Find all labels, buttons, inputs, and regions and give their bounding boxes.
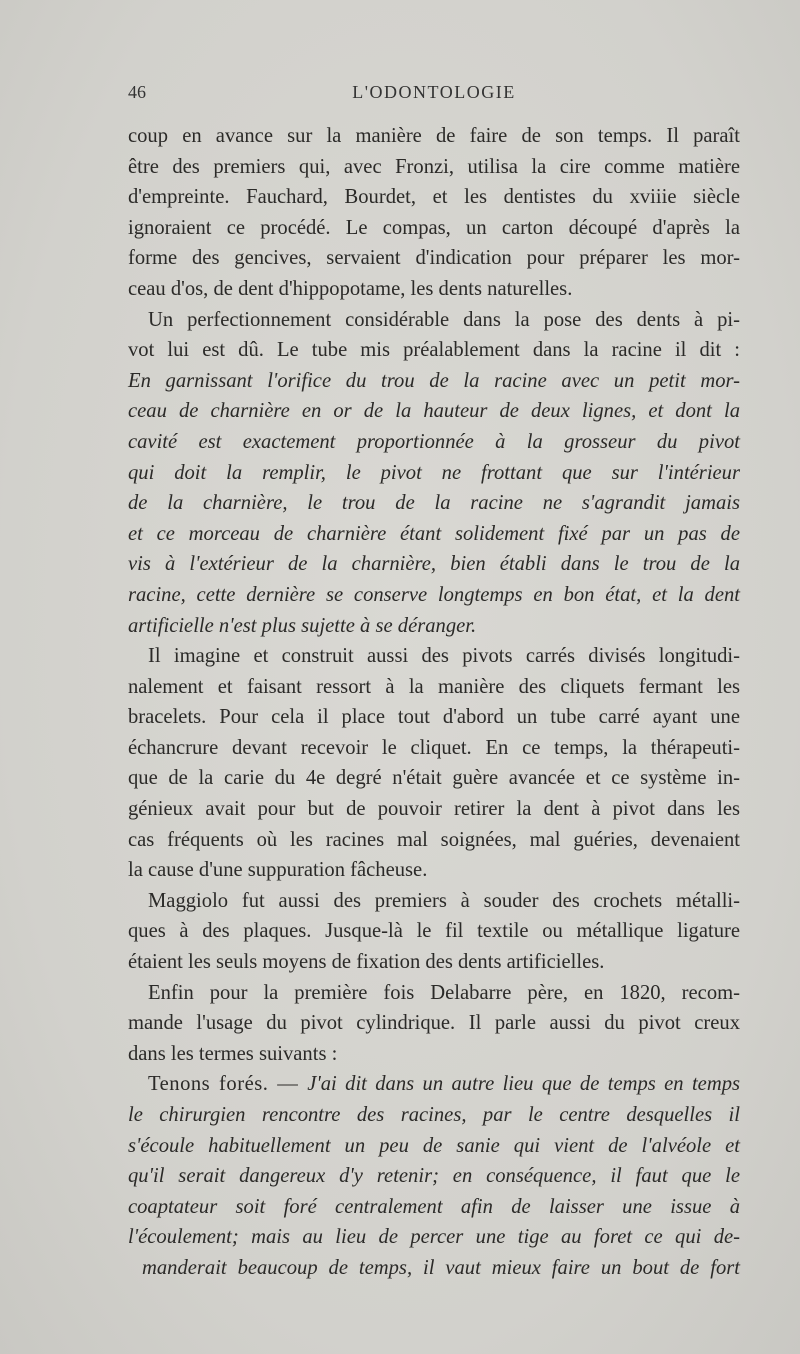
text-line: ignoraient ce procédé. Le compas, un carton découpé d'après la [128,216,740,239]
text-line: forme des gencives, servaient d'indication pour préparer les mor- [128,247,740,270]
text-line: ceau de charnière en or de la hauteur de deux lignes, et dont la [128,400,740,423]
text-line: Enfin pour la première fois Delabarre père, en 1820, recom- [148,981,740,1004]
text-line: Il imagine et construit aussi des pivots carrés divisés longitudi- [148,645,740,668]
text-line: l'écoulement; mais au lieu de percer une tige au foret ce qui de- [128,1226,740,1249]
text-line: Maggiolo fut aussi des premiers à souder des crochets métalli- [148,889,740,912]
text-line: de la charnière, le trou de la racine ne s'agrandit jamais [128,492,740,515]
text-line: nalement et faisant ressort à la manière des cliquets fermant les [128,675,740,698]
text-line: racine, cette dernière se conserve longtemps en bon état, et la dent [128,583,740,606]
line-text: J'ai dit dans un autre lieu que de temps en temps [307,1073,741,1096]
text-line: la cause d'une suppuration fâcheuse. [128,859,428,882]
text-line: vot lui est dû. Le tube mis préalablement dans la racine il dit : [128,339,740,362]
text-line: être des premiers qui, avec Fronzi, utilisa la cire comme matière [128,155,740,178]
text-line: ceau d'os, de dent d'hippopotame, les dents naturelles. [128,277,573,300]
text-line: génieux avait pour but de pouvoir retirer la dent à pivot dans les [128,798,740,821]
text-line: artificielle n'est plus sujette à se déranger. [128,614,477,637]
text-line: échancrure devant recevoir le cliquet. En ce temps, la thérapeuti- [128,736,740,759]
text-line: bracelets. Pour cela il place tout d'abord un tube carré ayant une [128,706,740,729]
page-number: 46 [128,82,146,102]
text-line: dans les termes suivants : [128,1042,338,1065]
text-line [128,1069,740,1100]
text-line: Un perfectionnement considérable dans la pose des dents à pi- [148,308,740,331]
page-header [128,82,740,108]
text-line: s'écoule habituellement un peu de sanie qui vient de l'alvéole et [128,1134,740,1157]
text-line: vis à l'extérieur de la charnière, bien établi dans le trou de la [128,553,740,576]
text-line: En garnissant l'orifice du trou de la racine avec un petit mor- [128,369,740,392]
text-line: qui doit la remplir, le pivot ne frottant que sur l'intérieur [128,461,740,484]
text-line: coaptateur soit foré centralement afin de laisser une issue à [128,1195,740,1218]
text-line: cavité est exactement proportionnée à la grosseur du pivot [128,430,740,453]
section-lead: Tenons forés. — [148,1073,308,1096]
text-line: qu'il serait dangereux d'y retenir; en conséquence, il faut que le [128,1165,740,1188]
running-title: L'ODONTOLOGIE [352,82,516,102]
text-line: d'empreinte. Fauchard, Bourdet, et les dentistes du xviiie siècle [128,186,740,209]
text-line: manderait beaucoup de temps, il vaut mieux faire un bout de fort [142,1256,740,1279]
text-line: cas fréquents où les racines mal soignées, mal guéries, devenaient [128,828,740,851]
body-text [128,121,740,1284]
text-line: ques à des plaques. Jusque-là le fil textile ou métallique ligature [128,920,740,943]
text-line: que de la carie du 4e degré n'était guère avancée et ce système in- [128,767,740,790]
text-line: coup en avance sur la manière de faire de son temps. Il paraît [128,125,740,147]
text-line: mande l'usage du pivot cylindrique. Il parle aussi du pivot creux [128,1012,740,1035]
text-line: étaient les seuls moyens de fixation des dents artificielles. [128,951,605,974]
text-line: et ce morceau de charnière étant solidement fixé par un pas de [128,522,740,545]
text-line: le chirurgien rencontre des racines, par le centre desquelles il [128,1104,740,1126]
